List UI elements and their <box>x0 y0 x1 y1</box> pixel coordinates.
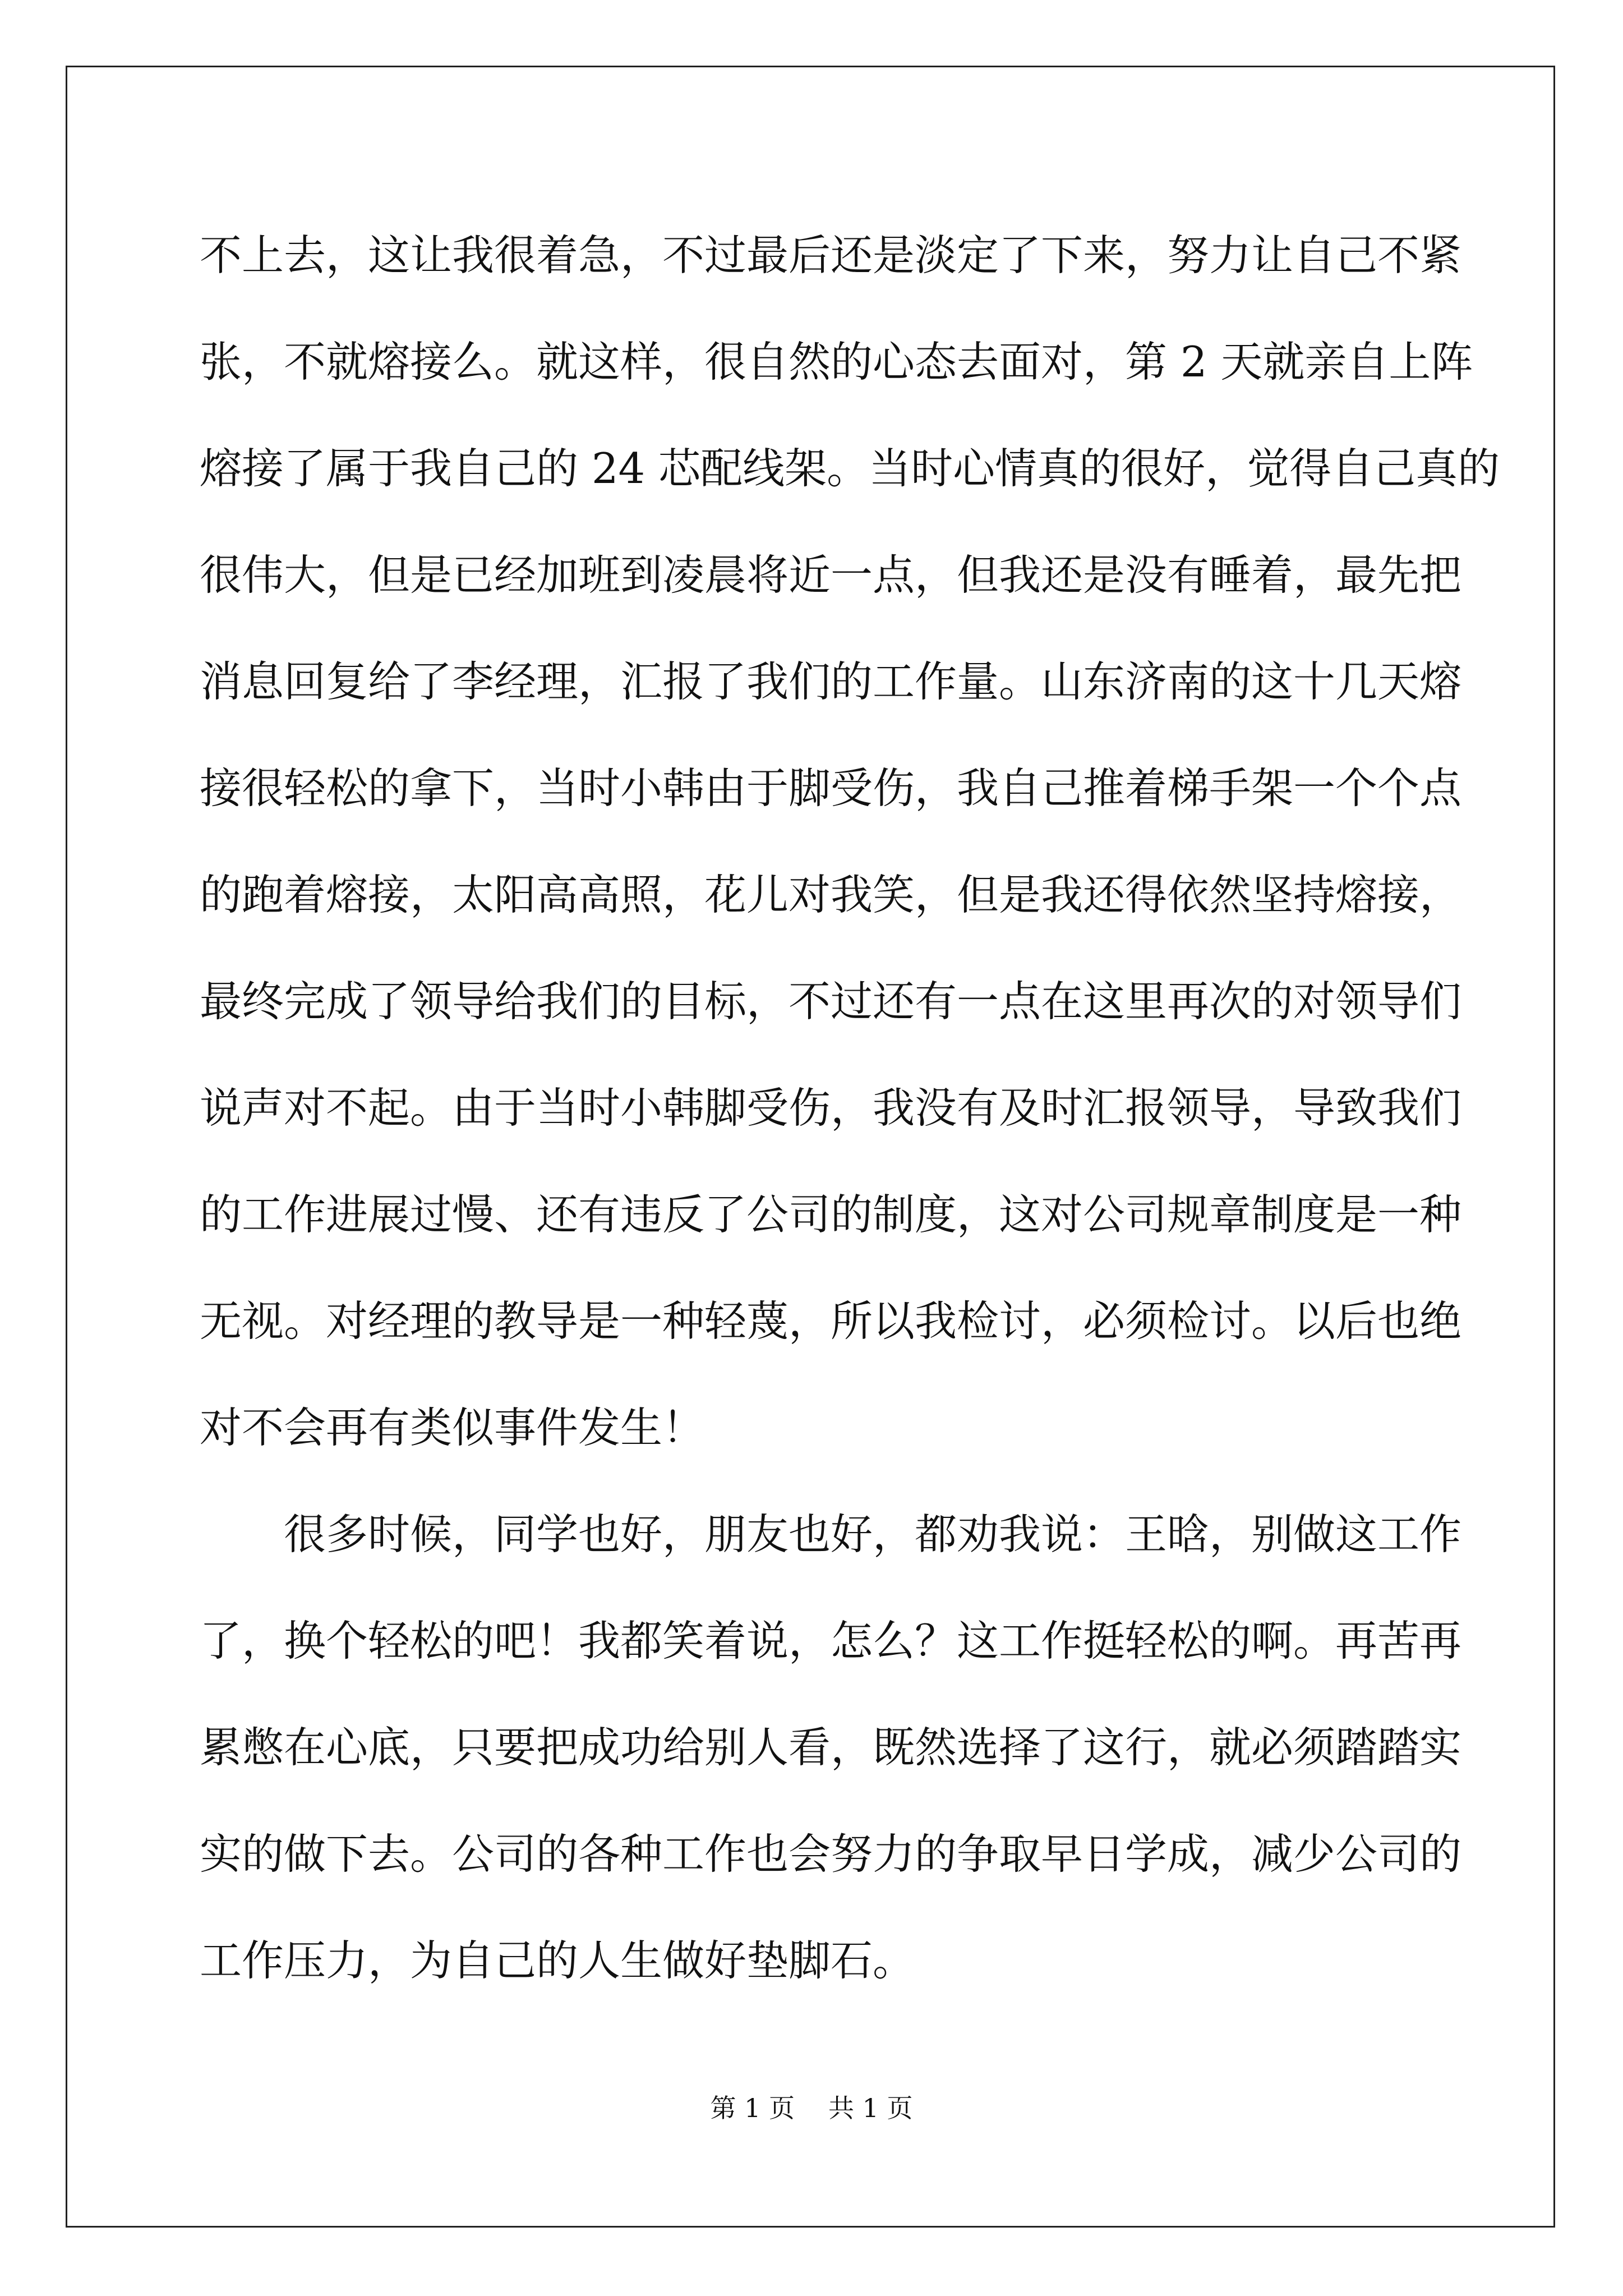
paragraph-2 <box>200 1492 1462 2025</box>
text-line: 熔接了属于我自己的 24 芯配线架。当时心情真的很好，觉得自己真的 <box>200 444 1500 493</box>
page-total: 共 1 页 <box>828 2093 913 2123</box>
text-line: 工作压力，为自己的人生做好垫脚石。 <box>200 1936 915 1985</box>
text-line: 实的做下去。公司的各种工作也会努力的争取早日学成，减少公司的 <box>200 1829 1462 1879</box>
text-line: 消息回复给了李经理，汇报了我们的工作量。山东济南的这十几天熔 <box>200 657 1462 706</box>
page-footer <box>0 2088 1623 2125</box>
text-line: 不上去，这让我很着急，不过最后还是淡定了下来，努力让自己不紧 <box>200 231 1462 280</box>
page-number: 第 1 页 <box>710 2093 795 2123</box>
text-line: 最终完成了领导给我们的目标，不过还有一点在这里再次的对领导们 <box>200 977 1462 1026</box>
paragraph-1 <box>200 213 1500 1492</box>
text-line: 很多时候，同学也好，朋友也好，都劝我说：王晗，别做这工作 <box>284 1510 1462 1559</box>
text-line: 说声对不起。由于当时小韩脚受伤，我没有及时汇报领导，导致我们 <box>200 1083 1462 1133</box>
text-line: 的跑着熔接，太阳高高照，花儿对我笑，但是我还得依然坚持熔接， <box>200 870 1462 919</box>
text-line: 了，换个轻松的吧！我都笑着说，怎么？这工作挺轻松的啊。再苦再 <box>200 1616 1462 1665</box>
text-line: 接很轻松的拿下，当时小韩由于脚受伤，我自己推着梯手架一个个点 <box>200 763 1462 813</box>
text-line: 累憋在心底，只要把成功给别人看，既然选择了这行，就必须踏踏实 <box>200 1723 1462 1772</box>
text-line: 很伟大，但是已经加班到凌晨将近一点，但我还是没有睡着，最先把 <box>200 550 1462 600</box>
text-line: 张，不就熔接么。就这样，很自然的心态去面对，第 2 天就亲自上阵 <box>200 337 1473 386</box>
text-line: 对不会再有类似事件发生！ <box>200 1403 705 1452</box>
text-line: 无视。对经理的教导是一种轻蔑，所以我检讨，必须检讨。以后也绝 <box>200 1296 1462 1346</box>
document-body <box>200 213 1500 2025</box>
text-line: 的工作进展过慢、还有违反了公司的制度，这对公司规章制度是一种 <box>200 1190 1462 1239</box>
